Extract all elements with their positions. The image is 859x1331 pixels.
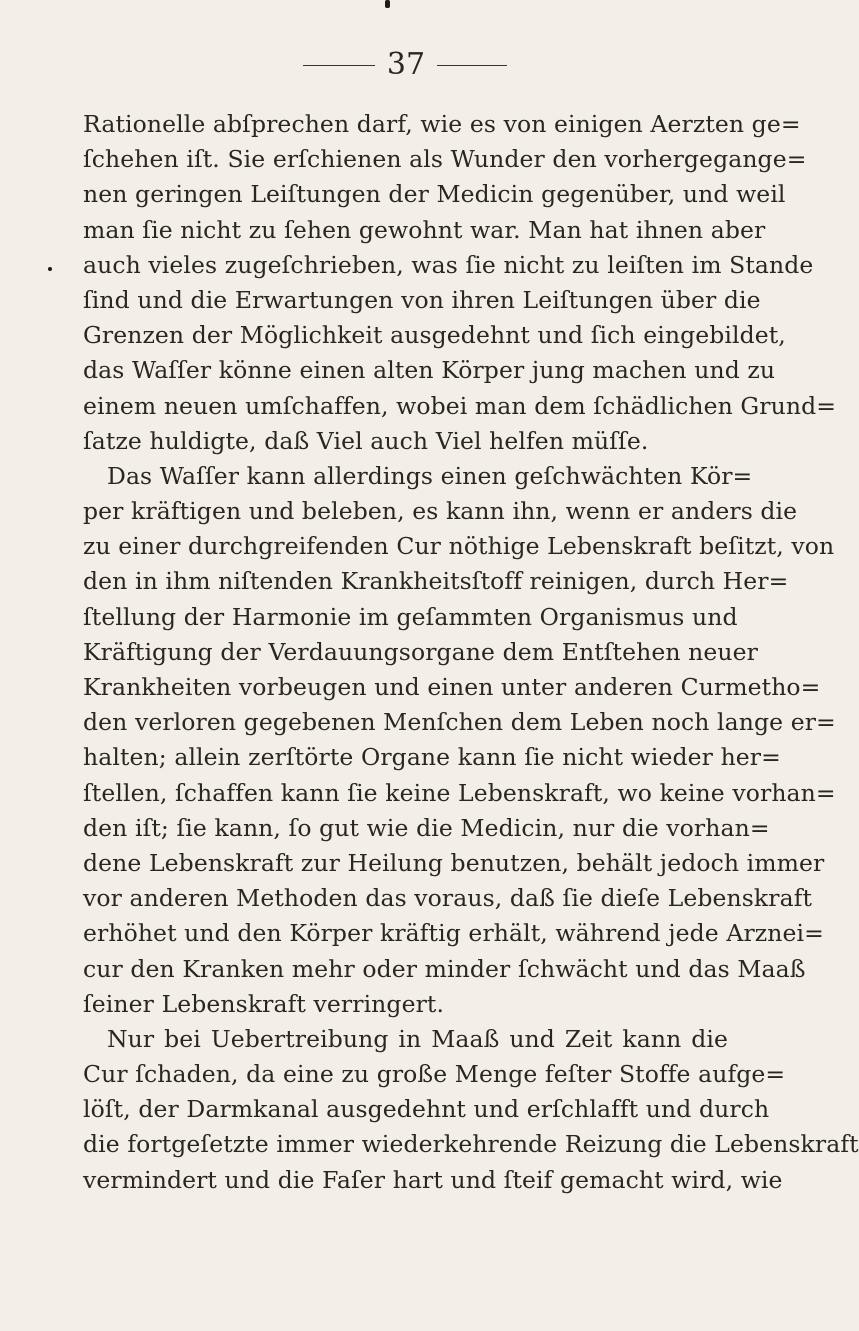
text-line: dene Lebenskraft zur Heilung benutzen, behält jedoch immer xyxy=(83,848,825,877)
text-line: den verloren gegebenen Menſchen dem Leben noch lange er= xyxy=(83,708,836,737)
text-line: den in ihm niſtenden Krankheitsſtoff reinigen, durch Her= xyxy=(83,567,789,596)
text-line: vermindert und die Faſer hart und ſteif gemacht wird, wie xyxy=(83,1165,783,1194)
text-line: Cur ſchaden, da eine zu große Menge feſter Stoffe aufge= xyxy=(83,1060,786,1089)
text-line: erhöhet und den Körper kräftig erhält, während jede Arznei= xyxy=(83,919,824,948)
text-line: ſatze huldigte, daß Viel auch Viel helfen müſſe. xyxy=(83,426,649,455)
text-line: die fortgeſetzte immer wiederkehrende Reizung die Lebenskraft xyxy=(83,1130,859,1159)
text-line: Grenzen der Möglichkeit ausgedehnt und ſich eingebildet, xyxy=(83,321,786,350)
text-line: Das Waſſer kann allerdings einen geſchwächten Kör= xyxy=(107,461,753,490)
page-header xyxy=(0,40,801,80)
ink-speck xyxy=(48,267,52,271)
header-rule-left xyxy=(303,65,375,66)
text-line: Kräftigung der Verdauungsorgane dem Entſtehen neuer xyxy=(83,637,758,666)
ink-speck xyxy=(385,0,390,8)
text-line: halten; allein zerſtörte Organe kann ſie nicht wieder her= xyxy=(83,743,781,772)
text-line: einem neuen umſchaffen, wobei man dem ſchädlichen Grund= xyxy=(83,391,837,420)
text-line: ſtellung der Harmonie im geſammten Organismus und xyxy=(83,602,738,631)
page-number: 37 xyxy=(386,47,426,82)
text-line: man ſie nicht zu ſehen gewohnt war. Man hat ihnen aber xyxy=(83,215,766,244)
text-line: das Waſſer könne einen alten Körper jung machen und zu xyxy=(83,356,776,385)
text-line: Nur bei Uebertreibung in Maaß und Zeit kann die xyxy=(107,1024,728,1053)
text-line: den iſt; ſie kann, ſo gut wie die Medicin, nur die vorhan= xyxy=(83,813,770,842)
text-line: zu einer durchgreifenden Cur nöthige Lebenskraft beſitzt, von xyxy=(83,532,835,561)
text-line: ſind und die Erwartungen von ihren Leiſtungen über die xyxy=(83,285,761,314)
header-rule-right xyxy=(437,65,507,66)
text-line: vor anderen Methoden das voraus, daß ſie dieſe Lebenskraft xyxy=(83,884,813,913)
text-line: Krankheiten vorbeugen und einen unter anderen Curmetho= xyxy=(83,673,821,701)
text-line: löſt, der Darmkanal ausgedehnt und erſchlafft und durch xyxy=(83,1095,770,1124)
text-line: nen geringen Leiſtungen der Medicin gegenüber, und weil xyxy=(83,180,786,209)
text-line: Rationelle abſprechen darf, wie es von einigen Aerzten ge= xyxy=(83,110,801,138)
body-text xyxy=(83,107,859,1198)
text-line: per kräftigen und beleben, es kann ihn, wenn er anders die xyxy=(83,497,798,526)
text-line: ſchehen iſt. Sie erſchienen als Wunder den vorhergegange= xyxy=(83,145,807,174)
text-line: auch vieles zugeſchrieben, was ſie nicht zu leiſten im Stande xyxy=(83,250,814,279)
text-line: ſeiner Lebenskraft verringert. xyxy=(83,989,445,1018)
text-line: ſtellen, ſchaffen kann ſie keine Lebenskraft, wo keine vorhan= xyxy=(83,778,836,807)
text-line: cur den Kranken mehr oder minder ſchwächt und das Maaß xyxy=(83,954,806,983)
